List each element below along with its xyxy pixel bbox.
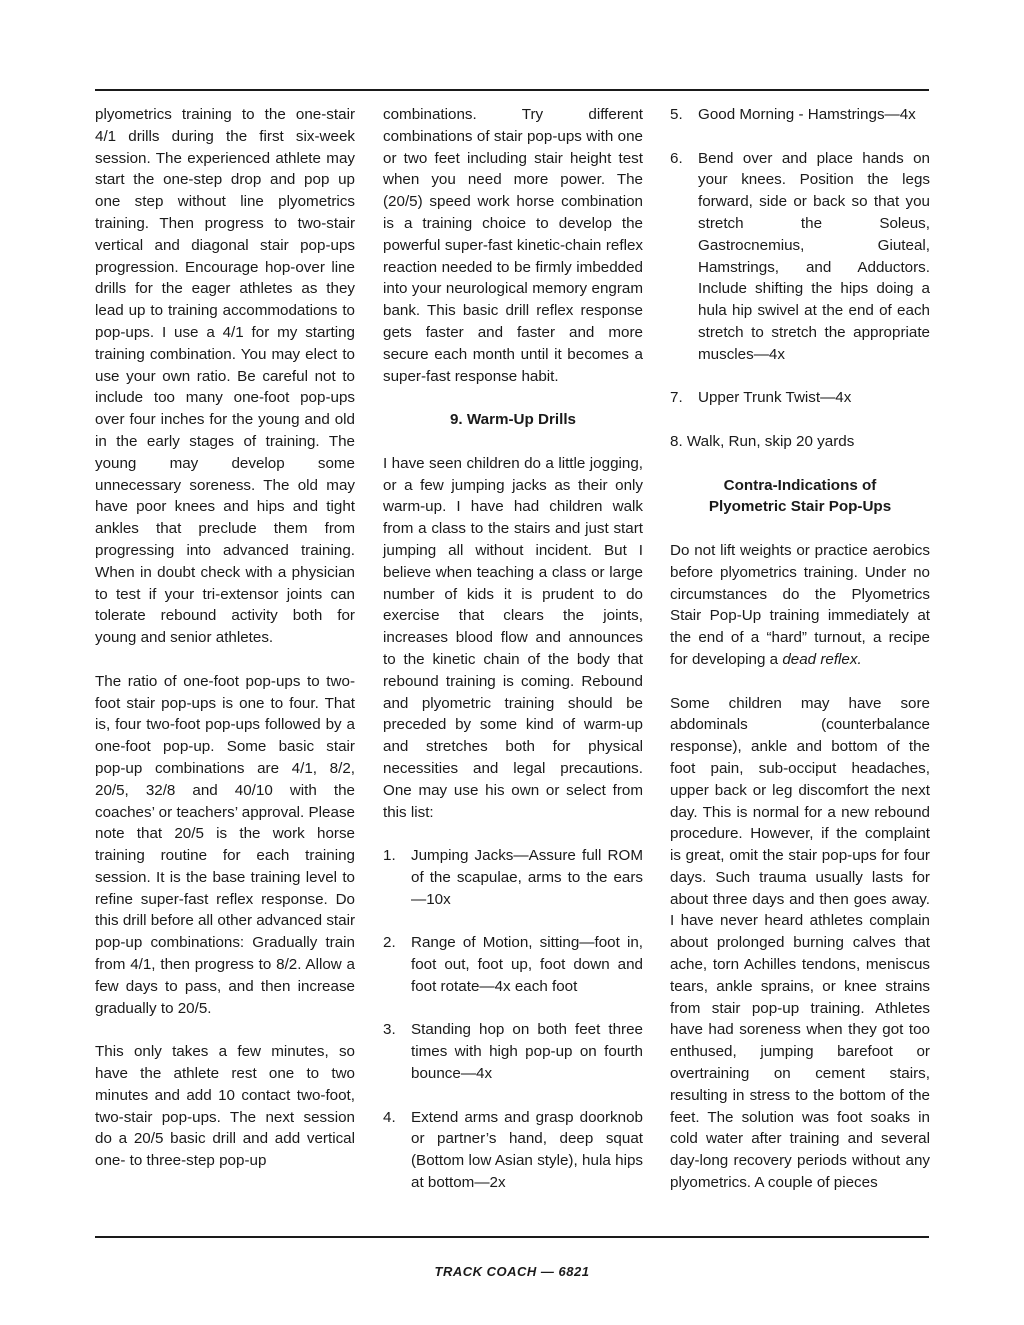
list-text: Standing hop on both feet three times with high pop-up on fourth bounce—4x	[411, 1021, 643, 1083]
list-number: 3.	[383, 1021, 396, 1039]
list-item	[670, 148, 930, 366]
bottom-rule	[95, 1236, 929, 1238]
list-number: 7.	[670, 389, 683, 407]
list-number: 5.	[670, 106, 683, 123]
list-text: Upper Trunk Twist—4x	[698, 389, 852, 407]
paragraph: I have seen children do a little jogging, or a few jumping jacks as their only warm-up. I have had children walk from a class to the stairs and just start jumping all without incident. But I believe when teaching a class or large number of kids it is prudent to do exercise that clears the joints, increases blood flow and announces to the kinetic chain of the body that rebound training is coming. Rebound and plyometric training should be preceded by some kind of warm-up and stretches both for physical necessities and legal precautions. One may use his own or select from this list:	[383, 454, 643, 821]
paragraph	[670, 540, 930, 671]
top-rule	[95, 89, 929, 91]
section-heading-warm-up: 9. Warm-Up Drills	[449, 411, 577, 429]
paragraph: combinations. Try different combinations of stair pop-ups with one or two feet including stair height test when you need more power. The (20/5) speed work horse combination is a training choice to develop the powerful super-fast kinetic-chain reflex reaction needed to be firmly imbedded into your neurological memory engram bank. This basic drill reflex response gets faster and faster and more secure each month until it becomes a super-fast response habit.	[383, 106, 643, 385]
list-item	[383, 1107, 643, 1194]
paragraph: plyometrics training to the one-stair 4/1 drills during the first six-week session. The experienced athlete may start the one-step drop and pop up one step without line plyometrics training. Then progress to two-stair vertical and diagonal stair pop-ups progression. Encourage hop-over line drills for the eager athletes as they lead up to training accommodations to pop-ups. I use a 4/1 for my starting training combination. You may elect to use your own ratio. Be careful not to include too many one-foot pop-ups over four inches for the young and old in the early stages of training. The young may develop some unnecessary soreness. The old may have poor knees and hips and tight ankles that preclude them from progressing into advanced training. When in doubt check with a physician to test if your tri-extensor joints can tolerate rebound activity both for young and senior athletes.	[95, 106, 355, 647]
list-number: 2.	[383, 934, 396, 952]
list-item	[670, 104, 930, 126]
list-text: Range of Motion, sitting—foot in, foot out, foot up, foot down and foot rotate—4x each foot	[411, 934, 643, 995]
list-text: Jumping Jacks—Assure full ROM of the scapulae, arms to the ears—10x	[411, 847, 643, 908]
list-item	[383, 845, 643, 910]
list-item	[383, 932, 643, 997]
list-item	[383, 1019, 643, 1084]
paragraph: Some children may have sore abdominals (counterbalance response), ankle and bottom of the foot pain, sub-occiput headaches, upper back or leg discomfort the next day. This is normal for a new rebound procedure. However, if the complaint is great, omit the stair pop-ups for four days. Such trauma usually lasts for about three days and then goes away. I have never heard athletes complain about prolonged burning calves that ache, torn Achilles tendons, meniscus tears, ankle sprains, or knee strains from stair pop-up training. Athletes have had soreness when they got too enthused, jumping barefoot or overtraining on cement stairs, resulting in stress to the bottom of the feet. The solution was foot soaks in cold water after training and several day-long recovery periods without any plyometrics. A couple of pieces	[670, 694, 930, 1192]
paragraph-text: Do not lift weights or practice aerobics before plyometrics training. Under no circumstances do the Plyometrics Stair Pop-Up training immediately at the end of a “hard” turnout, a recipe for developing a	[670, 541, 930, 668]
list-text: Bend over and place hands on your knees. Position the legs forward, side or back so that you stretch the Soleus, Gastrocnemius, Giuteal, Hamstrings, and Adductors. Include shifting the hips doing a hula hip swivel at the end of each stretch to stretch the appropriate muscles—4x	[698, 149, 930, 363]
column-left	[95, 104, 355, 1172]
list-number: 1.	[383, 847, 396, 865]
list-text: Good Morning - Hamstrings—4x	[698, 106, 916, 123]
warm-up-list	[383, 845, 643, 1194]
warm-up-list-continued	[670, 104, 930, 409]
heading-line: Plyometric Stair Pop-Ups	[708, 498, 892, 516]
page-footer: TRACK COACH — 6821	[434, 1264, 590, 1279]
paragraph: The ratio of one-foot pop-ups to two-foot stair pop-ups is one to four. That is, four two-foot pop-ups followed by a one-foot pop-up. Some basic stair pop-up combinations are 4/1, 8/2, 20/5, 32/8 and 40/10 with the coaches’ or teachers’ approval. Please note that 20/5 is the work horse training routine for each training session. It is the base training level to refine super-fast reflex response. Do this drill before all other advanced stair pop-up combinations: Gradually train from 4/1, then progress to 8/2. Allow a few days to pass, and then increase gradually to 20/5.	[95, 672, 356, 1017]
column-right	[670, 104, 930, 1194]
paragraph: This only takes a few minutes, so have the athlete rest one to two minutes and add 10 contact two-foot, two-stair pop-ups. The next session do a 20/5 basic drill and add vertical one- to three-step pop-up	[95, 1043, 355, 1170]
list-item-walk-run: 8. Walk, Run, skip 20 yards	[670, 432, 855, 450]
list-number: 6.	[670, 149, 683, 167]
list-number: 4.	[383, 1108, 396, 1126]
column-middle	[383, 104, 643, 1216]
list-item	[670, 387, 930, 409]
list-text: Extend arms and grasp doorknob or partner’s hand, deep squat (Bottom low Asian style), hula hips at bottom—2x	[411, 1108, 643, 1192]
section-heading-contra-indications	[670, 475, 930, 519]
emphasis-text: dead reflex.	[782, 650, 862, 668]
heading-line: Contra-Indications of	[723, 476, 877, 494]
